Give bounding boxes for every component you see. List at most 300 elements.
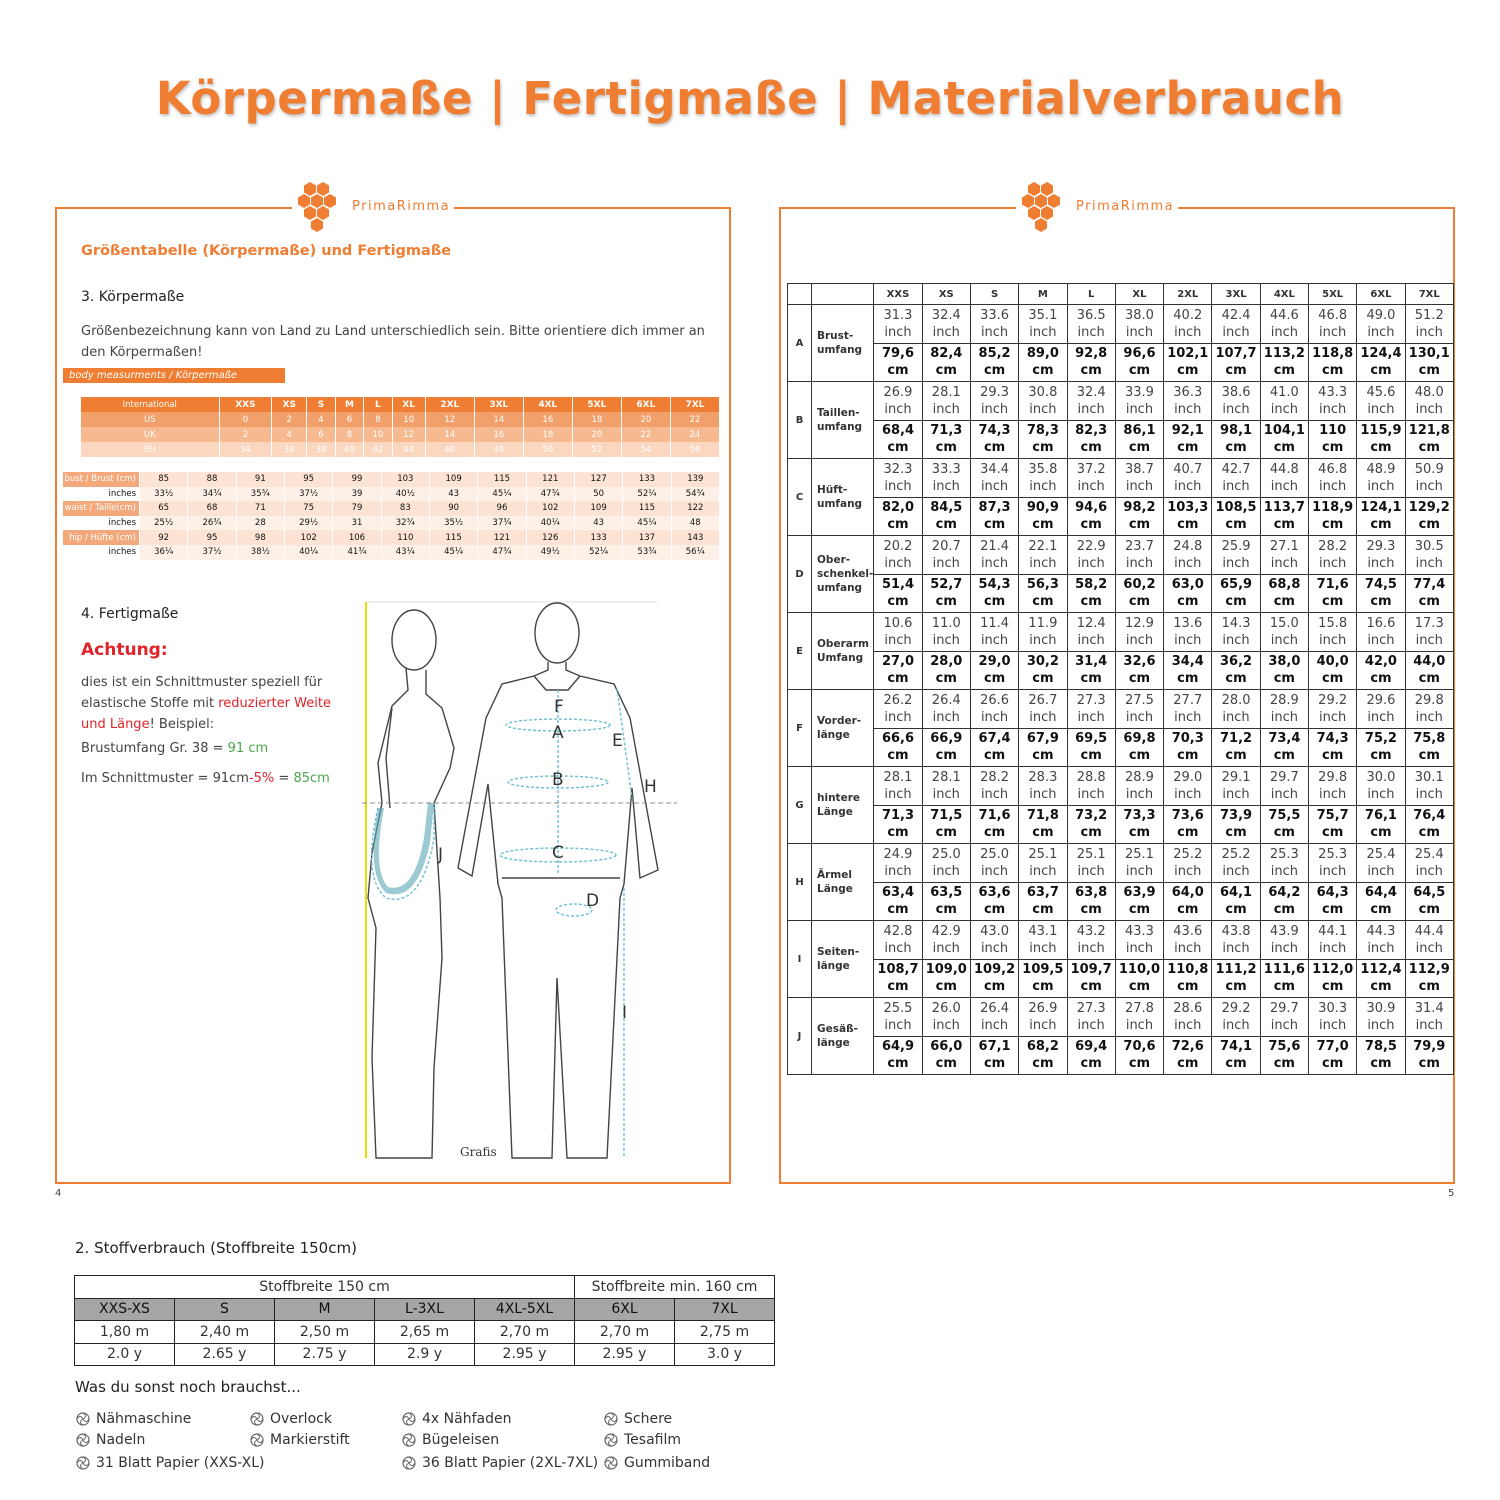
measurement-inch-cell: 37¾ — [478, 516, 525, 531]
cm-value: 75,8 — [1413, 731, 1446, 747]
cm-cell — [1405, 420, 1453, 459]
size-cell: 8 — [364, 412, 391, 427]
cm-unit: cm — [1032, 594, 1054, 610]
inch-unit: inch — [1125, 786, 1154, 802]
fabric-meters-cell: 2,40 m — [175, 1321, 275, 1344]
cm-unit: cm — [1225, 979, 1247, 995]
cm-value: 60,2 — [1123, 577, 1156, 593]
inch-unit: inch — [932, 863, 960, 879]
cm-cell — [1019, 728, 1067, 767]
measurement-cm-cell: 115 — [478, 472, 525, 487]
cm-unit: cm — [1322, 1056, 1344, 1072]
cm-value: 74,3 — [978, 423, 1011, 439]
cm-value: 69,4 — [1075, 1039, 1108, 1055]
cm-value: 102,1 — [1167, 346, 1209, 362]
inch-unit: inch — [1319, 324, 1347, 340]
inch-cell — [922, 536, 970, 575]
inch-value: 44.1 — [1318, 923, 1348, 939]
cm-cell — [970, 882, 1018, 921]
cm-unit: cm — [887, 1056, 909, 1072]
cm-cell — [1309, 728, 1357, 767]
cm-value: 87,3 — [978, 500, 1011, 516]
cm-cell — [922, 959, 970, 998]
supply-label: Markierstift — [270, 1432, 350, 1448]
cm-value: 63,9 — [1123, 885, 1156, 901]
cm-unit: cm — [1128, 440, 1151, 456]
cm-value: 74,3 — [1316, 731, 1349, 747]
inch-cell — [970, 690, 1018, 729]
inch-cell — [1357, 767, 1405, 806]
inch-unit: inch — [1125, 709, 1154, 725]
inch-cell — [1212, 767, 1260, 806]
cm-cell — [1260, 959, 1308, 998]
cm-cell — [922, 805, 970, 844]
cm-value: 86,1 — [1123, 423, 1156, 439]
cm-value: 71,8 — [1026, 808, 1059, 824]
inch-value: 20.7 — [931, 538, 961, 554]
measurement-inch-cell: 37½ — [285, 487, 332, 502]
inch-value: 20.2 — [883, 538, 913, 554]
inch-unit: inch — [980, 709, 1009, 725]
inch-cell — [1309, 921, 1357, 960]
example2-eq: = — [274, 771, 294, 786]
inch-unit: inch — [1367, 478, 1395, 494]
inch-cell — [1357, 305, 1405, 344]
cm-unit: cm — [1370, 363, 1392, 379]
cm-unit: cm — [1418, 902, 1440, 918]
cm-unit: cm — [1177, 671, 1199, 687]
cm-value: 103,3 — [1167, 500, 1209, 516]
logo-right — [1016, 180, 1178, 232]
cm-cell — [1260, 882, 1308, 921]
cm-value: 28,0 — [930, 654, 963, 670]
cm-cell — [874, 1036, 922, 1075]
inch-cell — [970, 921, 1018, 960]
cm-cell — [1260, 574, 1308, 613]
inch-value: 42.7 — [1221, 461, 1251, 477]
measurement-cm-cell: 88 — [188, 472, 235, 487]
inch-value: 26.0 — [931, 1000, 961, 1016]
inch-unit: inch — [1077, 786, 1105, 802]
inch-cell — [970, 536, 1018, 575]
cm-cell — [1357, 959, 1405, 998]
measurement-inch-cell: 48 — [672, 516, 719, 531]
fabric-yards-cell: 2.95 y — [575, 1343, 675, 1366]
inch-value: 26.4 — [980, 1000, 1010, 1016]
cm-cell — [1067, 882, 1115, 921]
inch-cell — [922, 613, 970, 652]
measurement-inch-cell: 31 — [333, 516, 380, 531]
measurement-inch-cell: 38½ — [237, 545, 284, 560]
cm-cell — [970, 574, 1018, 613]
cm-cell — [1115, 574, 1163, 613]
inch-unit: inch — [884, 940, 912, 956]
inch-value: 28.8 — [1076, 769, 1106, 785]
measurement-cm-cell: 137 — [623, 530, 670, 545]
inch-value: 13.6 — [1173, 615, 1203, 631]
inch-cell — [1357, 998, 1405, 1037]
inch-value: 25.3 — [1269, 846, 1299, 862]
measurement-inch-cell: 40¼ — [285, 545, 332, 560]
inch-value: 26.6 — [980, 692, 1010, 708]
fabric-sizes-cell: 4XL-5XL — [475, 1298, 575, 1321]
cm-value: 70,3 — [1171, 731, 1204, 747]
inch-cell — [1164, 690, 1212, 729]
measurement-inch-cell: 26¾ — [188, 516, 235, 531]
inch-cell — [922, 998, 970, 1037]
supply-item — [402, 1455, 598, 1471]
measurement-inch-cell: 32¾ — [382, 516, 429, 531]
inch-unit: inch — [1415, 401, 1443, 417]
note-part1: dies ist ein Schnittmuster speziell für elastische Stoffe mit — [81, 675, 323, 711]
cm-cell — [970, 343, 1018, 382]
inch-value: 49.0 — [1366, 307, 1396, 323]
cm-unit: cm — [1322, 594, 1344, 610]
cm-unit: cm — [1273, 517, 1295, 533]
measurement-figure — [362, 598, 682, 1166]
inch-cell — [1212, 382, 1260, 421]
inch-unit: inch — [1174, 863, 1202, 879]
inch-unit: inch — [1415, 709, 1443, 725]
inch-value: 33.9 — [1124, 384, 1154, 400]
cm-cell — [874, 805, 922, 844]
inch-unit: inch — [980, 1017, 1009, 1033]
inch-value: 38.7 — [1124, 461, 1154, 477]
inch-unit: inch — [1319, 401, 1347, 417]
inch-unit: inch — [932, 632, 960, 648]
inch-value: 28.1 — [931, 769, 961, 785]
example2-value: 85cm — [293, 771, 330, 786]
inch-unit: inch — [1415, 632, 1443, 648]
inch-value: 14.3 — [1221, 615, 1251, 631]
cm-unit: cm — [1032, 517, 1054, 533]
inch-cell — [922, 690, 970, 729]
cm-value: 64,1 — [1220, 885, 1253, 901]
cm-cell — [1164, 805, 1212, 844]
spiral-bullet-icon — [402, 1412, 416, 1426]
cm-unit: cm — [1080, 440, 1102, 456]
measurement-inch-cell: 33½ — [140, 487, 187, 502]
cm-unit: cm — [1128, 1056, 1151, 1072]
size-header-cell: XL — [393, 397, 425, 412]
inch-unit: inch — [1077, 555, 1105, 571]
row-name: Gesäß-länge — [812, 998, 874, 1075]
inch-cell — [922, 459, 970, 498]
inch-value: 42.9 — [931, 923, 961, 939]
inch-cell — [1405, 613, 1453, 652]
measurement-cm-cell: 127 — [575, 472, 622, 487]
inch-value: 50.9 — [1414, 461, 1444, 477]
cm-cell — [970, 420, 1018, 459]
cm-unit: cm — [935, 671, 957, 687]
cm-value: 75,7 — [1316, 808, 1349, 824]
supply-label: Nähmaschine — [96, 1411, 192, 1427]
inch-unit: inch — [1319, 1017, 1347, 1033]
cm-unit: cm — [1128, 594, 1151, 610]
inch-cell — [922, 767, 970, 806]
size-cell: 16 — [475, 427, 523, 442]
row-letter: D — [788, 536, 812, 613]
cm-cell — [1067, 420, 1115, 459]
achtung-label: Achtung: — [81, 640, 168, 660]
inch-cell — [1019, 998, 1067, 1037]
inch-cell — [1212, 844, 1260, 883]
cm-value: 72,6 — [1171, 1039, 1204, 1055]
measurement-cm-cell: 115 — [430, 530, 477, 545]
fig-letter-a: A — [552, 723, 564, 743]
inch-unit: inch — [884, 324, 912, 340]
honeycomb-logo-icon — [1020, 180, 1072, 232]
inch-value: 24.8 — [1173, 538, 1203, 554]
cm-value: 64,3 — [1316, 885, 1349, 901]
cm-unit: cm — [887, 517, 909, 533]
row-letter: B — [788, 382, 812, 459]
cm-unit: cm — [935, 594, 957, 610]
example2-reduction: -5% — [248, 771, 275, 786]
inch-cell — [1405, 536, 1453, 575]
cm-unit: cm — [887, 979, 909, 995]
cm-unit: cm — [935, 748, 957, 764]
row-letter: H — [788, 844, 812, 921]
size-header-cell: 6XL — [622, 397, 670, 412]
example2 — [81, 768, 330, 789]
cm-value: 110 — [1319, 423, 1347, 439]
inch-value: 25.1 — [1028, 846, 1058, 862]
size-header-cell: 7XL — [671, 397, 719, 412]
inch-value: 30.9 — [1366, 1000, 1396, 1016]
cm-value: 67,4 — [978, 731, 1011, 747]
size-header-label: International — [81, 397, 219, 412]
honeycomb-logo-icon — [296, 180, 348, 232]
spiral-bullet-icon — [604, 1456, 618, 1470]
cm-value: 68,2 — [1026, 1039, 1059, 1055]
size-header-cell: M — [336, 397, 363, 412]
measurement-inch-cell: 54¾ — [672, 487, 719, 502]
inch-cell — [1115, 536, 1163, 575]
inch-unit: inch — [1270, 401, 1298, 417]
inch-value: 24.9 — [883, 846, 913, 862]
measurement-cm-cell: 99 — [333, 472, 380, 487]
inch-value: 35.1 — [1028, 307, 1058, 323]
cm-unit: cm — [1273, 748, 1295, 764]
supply-item — [402, 1432, 499, 1448]
cm-unit: cm — [1370, 902, 1392, 918]
inch-value: 25.4 — [1414, 846, 1444, 862]
size-cell: 4 — [307, 412, 334, 427]
size-cell: 6 — [336, 412, 363, 427]
example1 — [81, 738, 268, 759]
cm-cell — [874, 728, 922, 767]
cm-cell — [970, 728, 1018, 767]
measurement-cm-cell: 98 — [237, 530, 284, 545]
cm-unit: cm — [1418, 825, 1440, 841]
size-header: M — [1019, 284, 1067, 305]
measurement-inch-cell: 43 — [430, 487, 477, 502]
inch-unit: inch — [884, 478, 912, 494]
inch-cell — [1115, 998, 1163, 1037]
cm-unit: cm — [983, 748, 1006, 764]
inch-cell — [1067, 767, 1115, 806]
cm-value: 98,1 — [1220, 423, 1253, 439]
measurement-inch-cell: 29½ — [285, 516, 332, 531]
inch-cell — [1067, 305, 1115, 344]
page-title: Körpermaße | Fertigmaße | Materialverbrauch — [155, 72, 1345, 125]
cm-unit: cm — [1080, 979, 1102, 995]
measurement-inch-cell: 37½ — [188, 545, 235, 560]
inch-value: 25.2 — [1173, 846, 1203, 862]
cm-cell — [1405, 651, 1453, 690]
cm-value: 56,3 — [1026, 577, 1059, 593]
inch-cell — [1357, 382, 1405, 421]
group-160: Stoffbreite min. 160 cm — [575, 1276, 775, 1299]
inch-cell — [1212, 305, 1260, 344]
inch-unit: inch — [1077, 401, 1105, 417]
cm-unit: cm — [887, 748, 909, 764]
cm-value: 130,1 — [1408, 346, 1450, 362]
cm-unit: cm — [983, 1056, 1006, 1072]
inch-cell — [1260, 536, 1308, 575]
size-cell: 54 — [622, 442, 670, 457]
inch-cell — [874, 767, 922, 806]
fig-letter-i: I — [622, 1003, 628, 1023]
cm-cell — [1019, 343, 1067, 382]
cm-value: 52,7 — [930, 577, 963, 593]
spiral-bullet-icon — [76, 1412, 90, 1426]
cm-value: 69,8 — [1123, 731, 1156, 747]
cm-value: 69,5 — [1075, 731, 1108, 747]
inch-cell — [1067, 844, 1115, 883]
inch-value: 25.4 — [1366, 846, 1396, 862]
cm-value: 129,2 — [1408, 500, 1450, 516]
inch-unit: inch — [1174, 632, 1202, 648]
inch-unit: inch — [1174, 324, 1202, 340]
inch-unit: inch — [1222, 401, 1250, 417]
cm-value: 94,6 — [1075, 500, 1108, 516]
inch-value: 16.6 — [1366, 615, 1396, 631]
inch-unit: inch — [1270, 940, 1298, 956]
cm-unit: cm — [1177, 440, 1199, 456]
size-cell: 38 — [307, 442, 334, 457]
spiral-bullet-icon — [250, 1412, 264, 1426]
inch-value: 32.4 — [931, 307, 961, 323]
cm-cell — [1115, 343, 1163, 382]
cm-cell — [1260, 805, 1308, 844]
cm-value: 66,0 — [930, 1039, 963, 1055]
inch-value: 12.4 — [1076, 615, 1106, 631]
inch-cell — [1260, 767, 1308, 806]
figure-caption: Grafis — [460, 1145, 497, 1159]
cm-unit: cm — [935, 902, 957, 918]
corner-cell — [788, 284, 812, 305]
cm-unit: cm — [1418, 517, 1440, 533]
cm-value: 98,2 — [1123, 500, 1156, 516]
inch-cell — [1019, 459, 1067, 498]
inch-cell — [1067, 998, 1115, 1037]
measurement-cm-cell: 95 — [188, 530, 235, 545]
measurement-inch-cell: 41¾ — [333, 545, 380, 560]
inch-cell — [1405, 921, 1453, 960]
cm-cell — [874, 651, 922, 690]
inch-value: 25.0 — [931, 846, 961, 862]
inch-unit: inch — [1319, 786, 1347, 802]
cm-unit: cm — [1128, 825, 1151, 841]
cm-value: 71,5 — [930, 808, 963, 824]
supplies-title: Was du sonst noch brauchst... — [75, 1378, 301, 1396]
measurement-inch-cell: 36¼ — [140, 545, 187, 560]
cm-value: 82,0 — [881, 500, 915, 516]
spiral-bullet-icon — [402, 1433, 416, 1447]
cm-value: 82,3 — [1075, 423, 1108, 439]
inch-value: 29.7 — [1269, 769, 1299, 785]
cm-value: 64,4 — [1364, 885, 1397, 901]
cm-cell — [874, 497, 922, 536]
fig-letter-j: J — [438, 845, 444, 865]
inch-unit: inch — [932, 786, 960, 802]
supply-label: Gummiband — [624, 1455, 711, 1471]
cm-unit: cm — [1032, 363, 1054, 379]
logo-left — [292, 180, 454, 232]
inch-value: 44.4 — [1414, 923, 1444, 939]
inch-value: 32.3 — [883, 461, 913, 477]
cm-unit: cm — [983, 517, 1006, 533]
inch-unit: inch — [1367, 632, 1395, 648]
supply-label: 4x Nähfaden — [422, 1411, 512, 1427]
supply-label: Tesafilm — [624, 1432, 682, 1448]
measurement-cm-cell: 71 — [237, 501, 284, 516]
inch-cell — [1357, 844, 1405, 883]
cm-value: 109,2 — [974, 962, 1016, 978]
inch-cell — [1309, 767, 1357, 806]
measurement-label: hip / Hüfte (cm) — [63, 530, 139, 545]
measurement-label: waist / Taille(cm) — [63, 501, 139, 516]
cm-unit: cm — [1418, 671, 1440, 687]
inch-cell — [1019, 613, 1067, 652]
measurement-inch-cell: 35¾ — [237, 487, 284, 502]
inch-cell — [922, 844, 970, 883]
cm-cell — [1212, 574, 1260, 613]
cm-unit: cm — [1273, 902, 1295, 918]
inch-unit: inch — [884, 709, 912, 725]
inch-value: 43.2 — [1076, 923, 1106, 939]
measurement-cm-cell: 106 — [333, 530, 380, 545]
cm-value: 63,8 — [1075, 885, 1108, 901]
inch-unit: inch — [1174, 401, 1202, 417]
inch-value: 28.9 — [1124, 769, 1154, 785]
size-cell: 46 — [426, 442, 474, 457]
inch-cell — [874, 536, 922, 575]
measurement-inch-cell: 47¾ — [527, 487, 574, 502]
cm-unit: cm — [1418, 363, 1440, 379]
cm-unit: cm — [1128, 748, 1151, 764]
size-cell: 24 — [671, 427, 719, 442]
inch-value: 48.0 — [1414, 384, 1444, 400]
size-cell: 40 — [336, 442, 363, 457]
cm-value: 89,0 — [1026, 346, 1059, 362]
row-name: Brust-umfang — [812, 305, 874, 382]
inch-value: 35.8 — [1028, 461, 1058, 477]
fabric-sizes-cell: L-3XL — [375, 1298, 475, 1321]
inch-cell — [1212, 613, 1260, 652]
cm-cell — [1309, 882, 1357, 921]
cm-unit: cm — [1322, 671, 1344, 687]
supply-label: Nadeln — [96, 1432, 146, 1448]
inch-value: 23.7 — [1124, 538, 1154, 554]
inch-value: 40.7 — [1173, 461, 1203, 477]
cm-cell — [1067, 574, 1115, 613]
inch-cell — [1260, 921, 1308, 960]
inch-cell — [1019, 844, 1067, 883]
cm-value: 34,4 — [1171, 654, 1204, 670]
